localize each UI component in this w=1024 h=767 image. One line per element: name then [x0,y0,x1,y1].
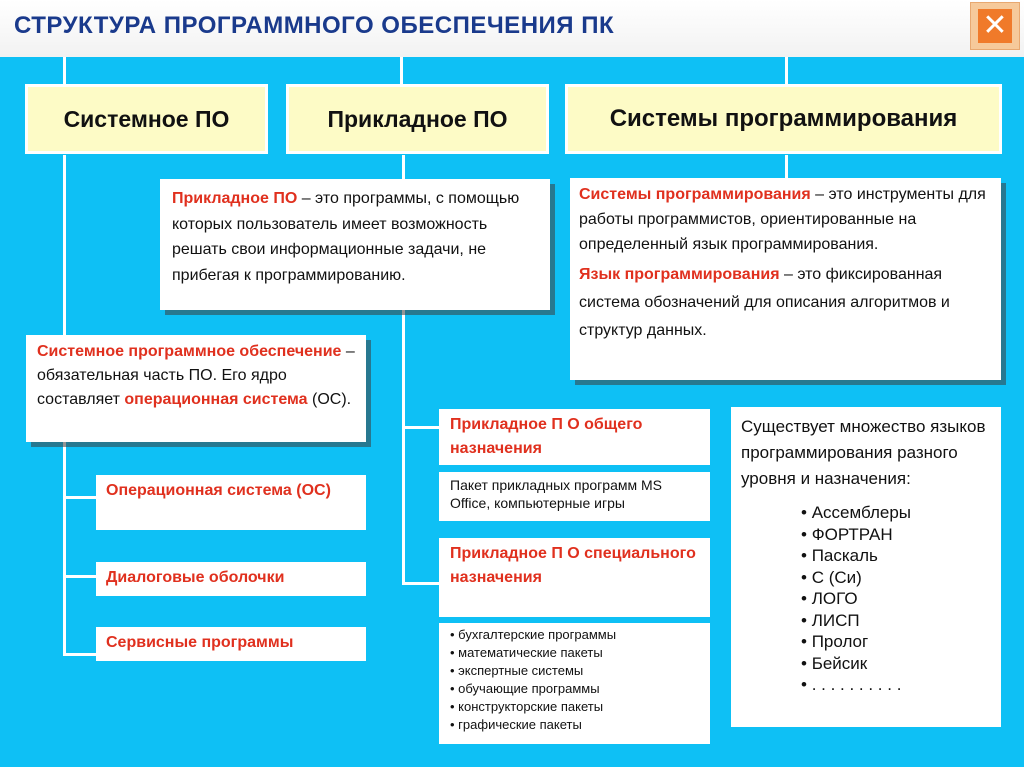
programming-systems-term: Системы программирования [579,186,811,203]
programming-language-desc: – это фиксированная система обозначений для описания алгоритмов и структур данных. [579,266,950,339]
os-term: операционная система [124,391,308,408]
applied-definition-text [172,186,538,288]
list-item: • экспертные системы [450,662,699,680]
list-item: • бухгалтерские программы [450,626,699,644]
applied-term: Прикладное ПО [172,190,298,207]
close-icon: ✕ [978,9,1012,43]
programming-definition-box [570,178,1001,380]
languages-intro: Существует множество языков программирования разного уровня и назначения: [741,417,986,488]
system-item-service: Сервисные программы [96,627,366,661]
programming-language-term: Язык программирования [579,266,780,283]
applied-definition-box [160,179,550,310]
system-item-shells: Диалоговые оболочки [96,562,366,596]
close-button[interactable] [970,2,1020,50]
header-bar [0,0,1024,57]
list-item: • графические пакеты [450,716,699,734]
list-item: • Ассемблеры [801,502,991,524]
system-definition-box [26,335,366,442]
list-item: • ФОРТРАН [801,524,991,546]
connector-system-service [63,653,98,656]
list-item: • конструкторские пакеты [450,698,699,716]
connector-system-shells [63,575,98,578]
connector-programming [785,155,788,180]
connector-system-os [63,496,98,499]
system-desc: – обязательная часть ПО. Его ядро составляет [37,343,355,408]
system-term: Системное программное обеспечение [37,343,342,360]
list-item: • Бейсик [801,653,991,675]
connector-top-mid [400,57,403,84]
system-definition-text [37,340,355,412]
head-system-software: Системное ПО [25,84,268,154]
applied-special-list-box [439,623,710,744]
system-desc-end: (ОС). [307,391,352,408]
connector-top-right [785,57,788,84]
connector-top-left [63,57,66,84]
system-item-os: Операционная система (ОС) [96,475,366,530]
programming-definition-text [579,182,992,257]
languages-box [731,407,1001,727]
list-item: • математические пакеты [450,644,699,662]
list-item: • . . . . . . . . . . [801,674,991,696]
list-item: • Пролог [801,631,991,653]
list-item: • ЛИСП [801,610,991,632]
applied-special-title: Прикладное П О специального назначения [439,538,710,617]
applied-general-desc: Пакет прикладных программ MS Office, компьютерные игры [450,477,663,511]
head-programming-systems: Системы программирования [565,84,1002,154]
applied-desc: – это программы, с помощью которых пользователь имеет возможность решать свои информационные задачи, не прибегая к программированию. [172,190,520,284]
languages-list [801,502,991,696]
connector-applied-special [402,582,440,585]
list-item: • ЛОГО [801,588,991,610]
applied-general-title: Прикладное П О общего назначения [439,409,710,465]
applied-general-desc-box [439,472,710,521]
list-item: • обучающие программы [450,680,699,698]
page-title: СТРУКТУРА ПРОГРАММНОГО ОБЕСПЕЧЕНИЯ ПК [14,12,615,39]
list-item: • Паскаль [801,545,991,567]
applied-special-list [450,626,699,734]
connector-applied-general [402,426,440,429]
programming-language-text [579,261,992,345]
list-item: • С (Си) [801,567,991,589]
head-applied-software: Прикладное ПО [286,84,549,154]
programming-systems-desc: – это инструменты для работы программистов, ориентированные на определенный язык программирования. [579,186,986,253]
